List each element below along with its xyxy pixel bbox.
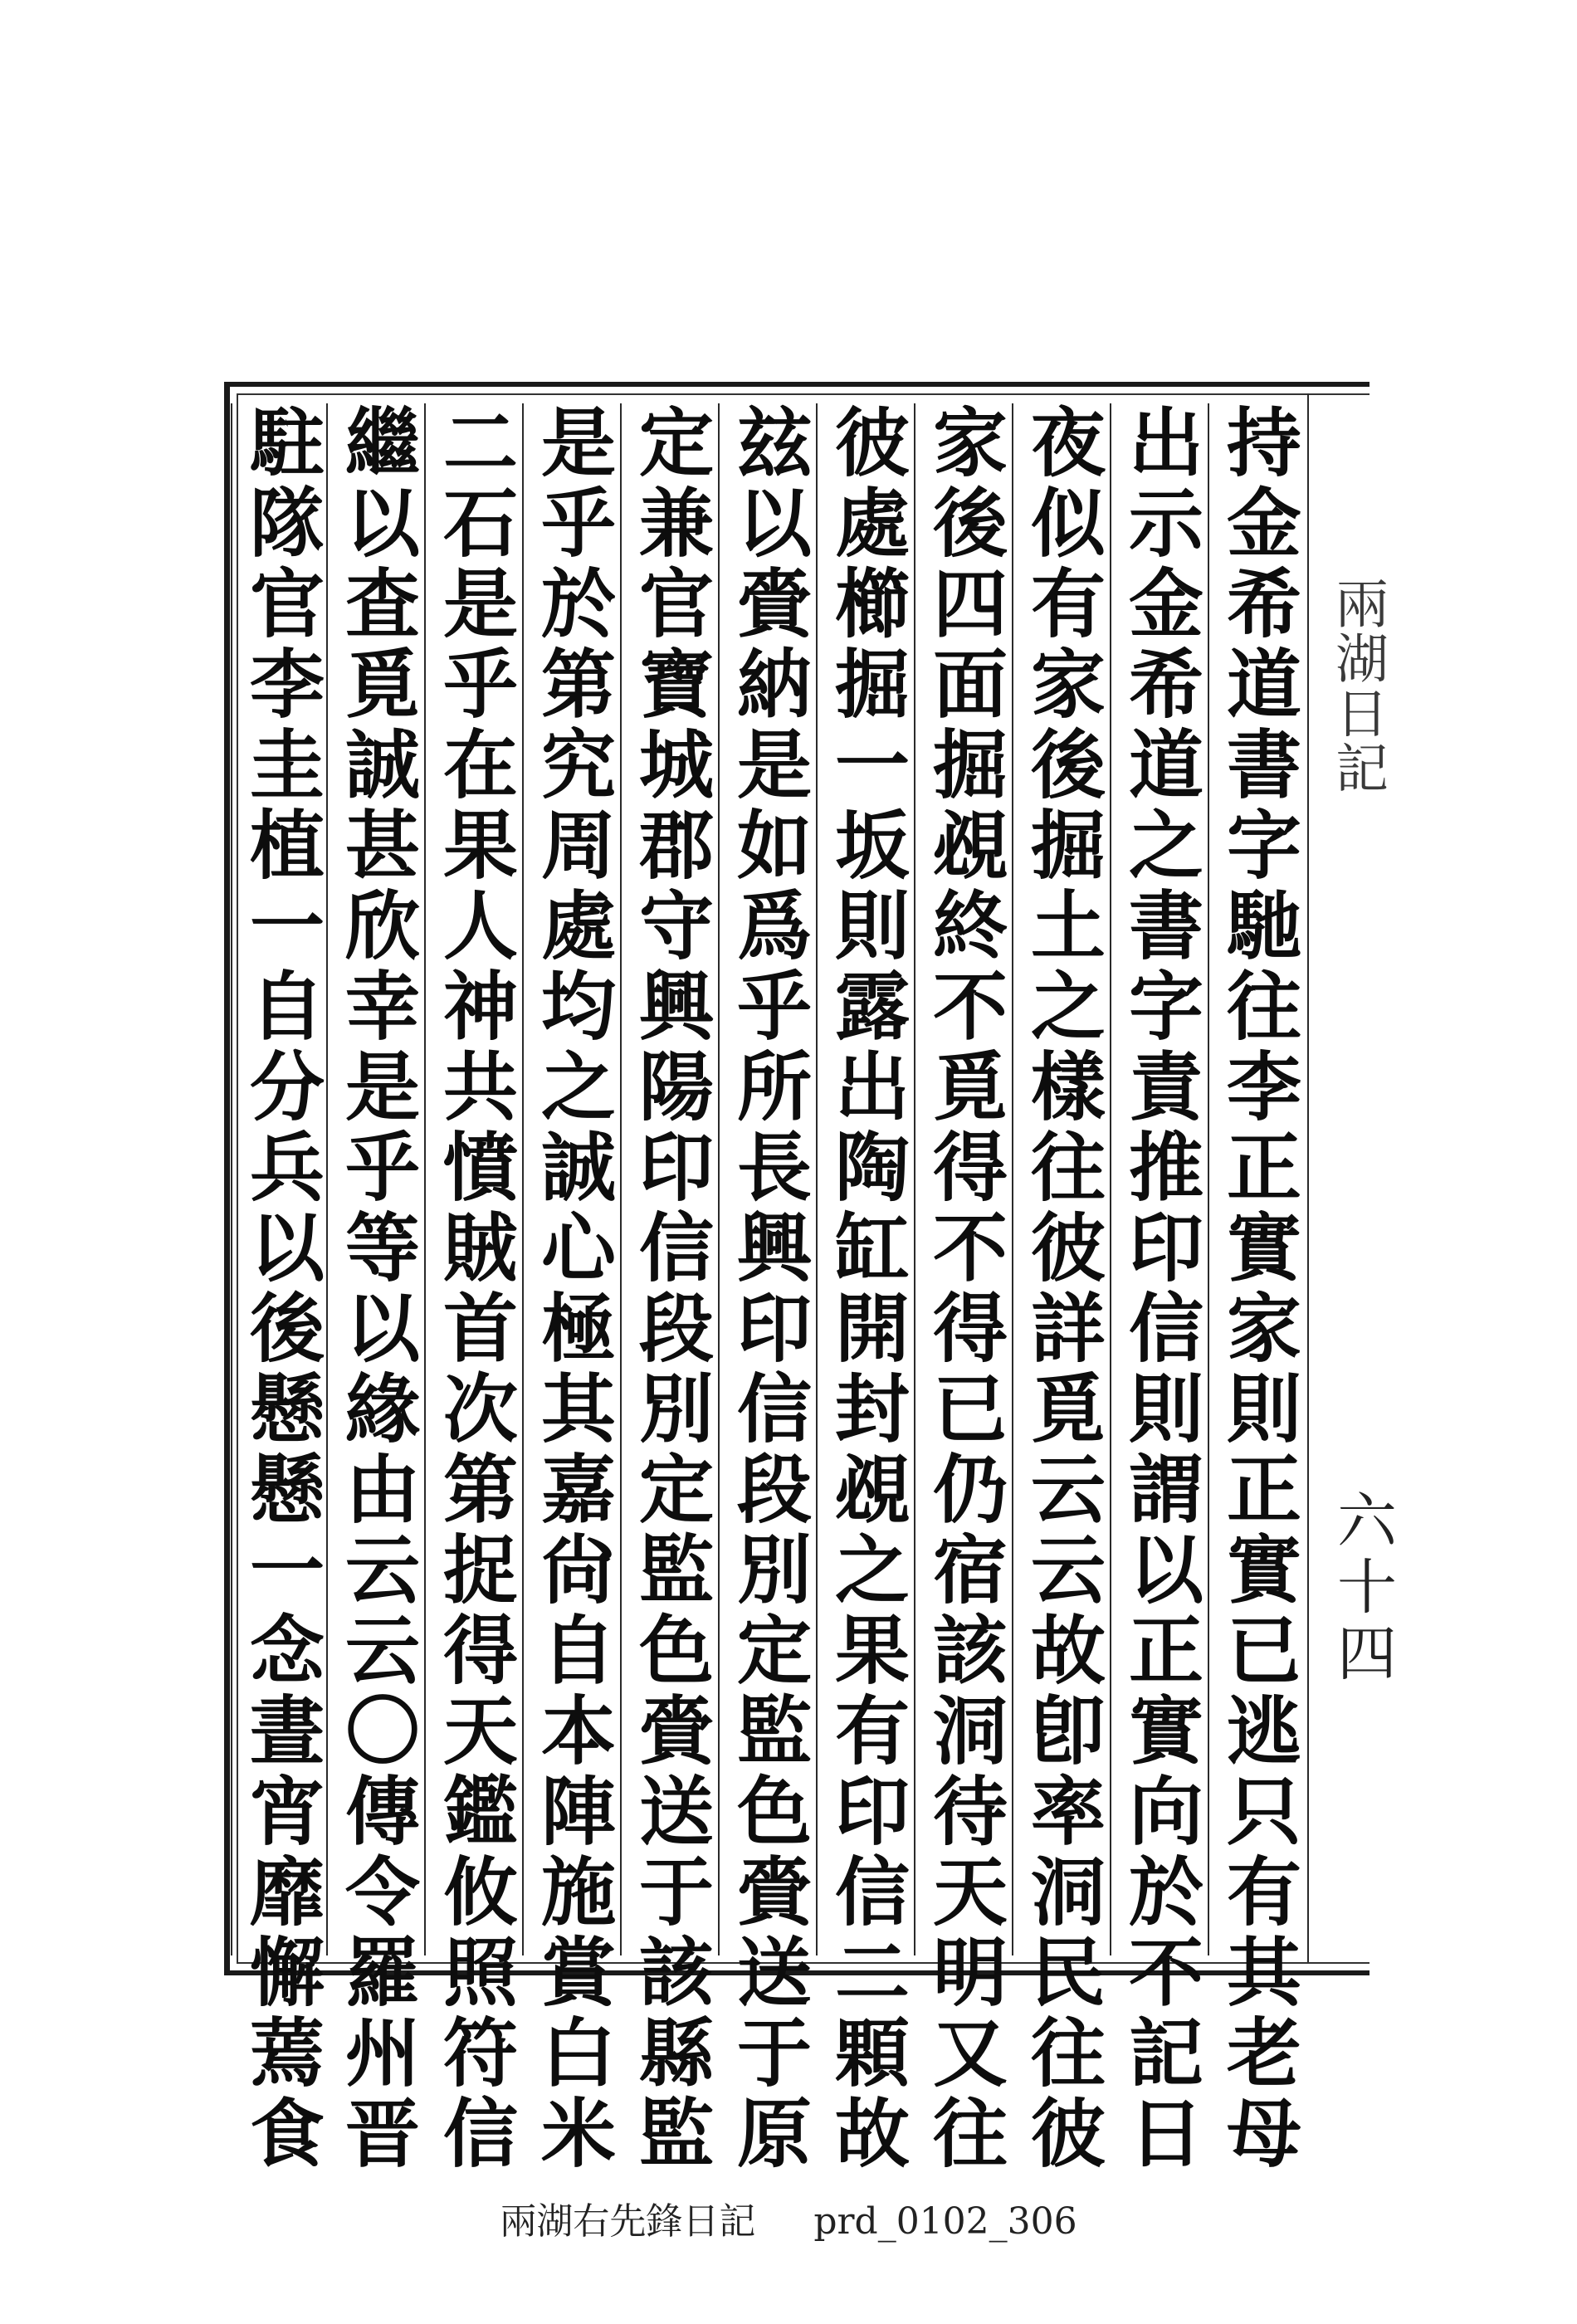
- column-text: 玆以賫納是如爲乎所長興印信段別定監色賫送于原: [724, 403, 812, 2175]
- text-column-2: [1110, 403, 1208, 2175]
- page-frame: [224, 382, 1397, 2175]
- column-text: 家後四面掘覕終不覓得不得已仍宿該洞待天明又往: [920, 403, 1008, 2175]
- text-column-11: [231, 403, 329, 2175]
- text-column-4: [914, 403, 1012, 2175]
- text-block: [231, 395, 1301, 2175]
- text-column-6: [718, 403, 816, 2175]
- column-text: 是乎於第究周處均之誠心極其嘉尙自本陣施賞白米: [528, 403, 616, 2175]
- text-column-3: [1012, 403, 1110, 2175]
- margin-strip: [1307, 393, 1397, 1962]
- column-text: 夜似有家後掘土之樣往彼詳覓云云故卽率洞民往彼: [1018, 403, 1106, 2175]
- image-caption: [0, 2191, 1577, 2244]
- column-text: 駐隊官李圭植一自分兵以後懸懸一念晝宵靡懈蔫食: [237, 403, 325, 2175]
- book-title: 兩湖右先鋒日記: [500, 2200, 756, 2243]
- column-text: 定兼官寶城郡守興陽印信段別定監色賫送于該縣監: [626, 403, 714, 2175]
- column-text: 出示金希道之書字責推印信則謂以正實向於不記日: [1116, 403, 1204, 2175]
- column-text: 持金希道書字馳往李正實家則正實已逃只有其老母: [1213, 403, 1301, 2175]
- column-text: 彼處櫛掘一坂則露出陶缸開封覕之果有印信二顆故: [822, 403, 910, 2175]
- image-code: prd_0102_306: [813, 2200, 1077, 2243]
- text-column-5: [816, 403, 914, 2175]
- margin-title: 兩湖日記: [1326, 576, 1388, 795]
- column-text: 繼以査覓誠甚欣幸是乎等以緣由云云〇傳令羅州晋: [332, 403, 420, 2175]
- text-column-10: [326, 403, 424, 2175]
- page-number: 六十四: [1327, 1489, 1397, 1688]
- text-column-1: [1208, 403, 1306, 2175]
- column-text: 二石是乎在果人神共憤賊首次第捉得天鑑攸照符信: [430, 403, 518, 2175]
- text-column-7: [620, 403, 718, 2175]
- text-column-8: [522, 403, 620, 2175]
- text-column-9: [424, 403, 522, 2175]
